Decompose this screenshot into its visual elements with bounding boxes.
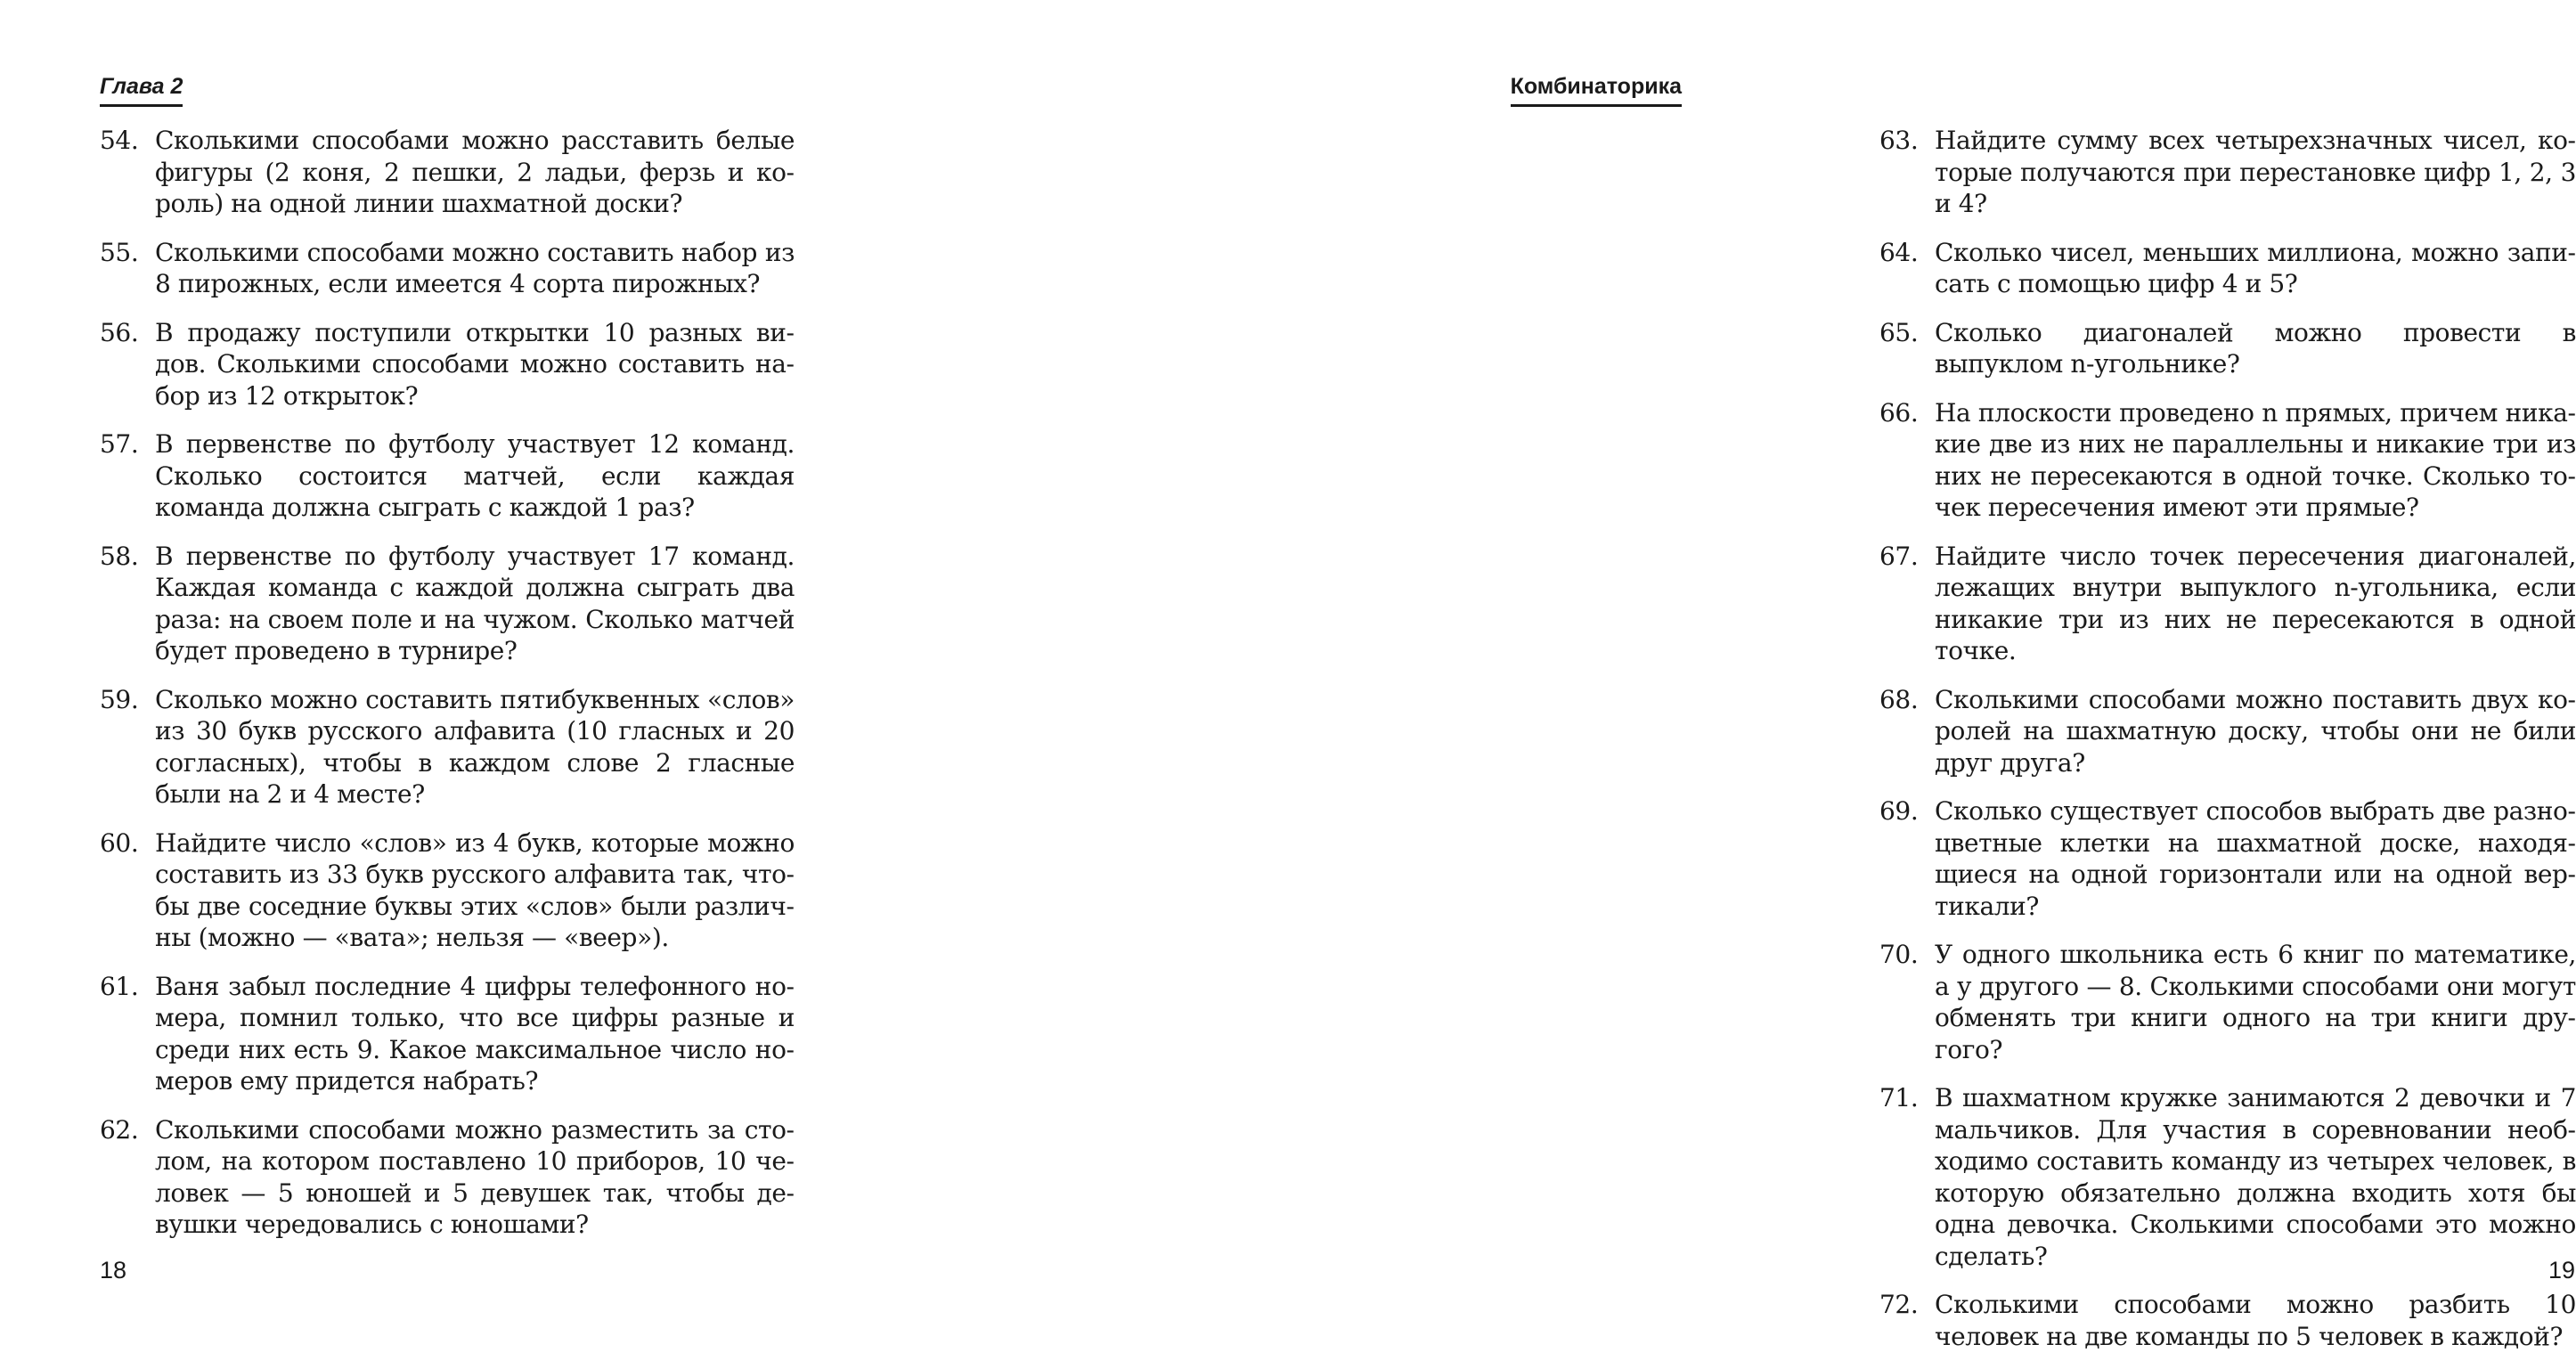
- problem-text: Сколько чисел, меньших миллиона, можно записать с помощью цифр 4 и 5?: [1935, 237, 2576, 298]
- problem-text: Сколькими способами можно разбить 10 человек на две команды по 5 человек в каждой?: [1935, 1290, 2576, 1351]
- problem-text: Найдите сумму всех четырехзначных чисел, которые получаются при перестановке цифр 1, 2, 3 и 4?: [1935, 126, 2576, 218]
- problem-item: [100, 1114, 795, 1241]
- problem-text: Сколькими способами можно расставить белые фигуры (2 коня, 2 пешки, 2 ладьи, ферзь и король) на одной линии шахматной доски?: [155, 126, 795, 218]
- page-number: 18: [100, 1257, 127, 1283]
- problem-text: У одного школьника есть 6 книг по математике, а у другого — 8. Сколькими способами они могут обменять три книги одного на три книги другого?: [1935, 940, 2576, 1064]
- right-page: [891, 0, 2576, 1351]
- problem-item: [100, 428, 795, 524]
- problem-text: В первенстве по футболу участвует 12 команд. Сколько состоится матчей, если каждая команда должна сыграть с каждой 1 раз?: [155, 429, 795, 522]
- problem-number: 70.: [1879, 940, 1919, 969]
- problem-text: Сколькими способами можно составить набор из 8 пирожных, если имеется 4 сорта пирожных?: [155, 237, 795, 298]
- problem-number: 72.: [1879, 1290, 1919, 1319]
- left-page: [0, 0, 891, 1342]
- problem-item: [1879, 939, 2576, 1065]
- problem-text: Ваня забыл последние 4 цифры телефонного номера, помнил только, что все цифры разные и среди них есть 9. Какое максимальное число номеров ему придется набрать?: [155, 971, 795, 1096]
- problem-number: 64.: [1879, 237, 1919, 267]
- problem-number: 62.: [100, 1114, 139, 1145]
- problem-item: [100, 827, 795, 954]
- problem-number: 57.: [100, 429, 139, 459]
- problem-number: 61.: [100, 971, 139, 1001]
- problem-list: [1879, 125, 2576, 1369]
- problem-text: Найдите число точек пересечения диагоналей, лежащих внутри выпуклого n-угольника, если никакие три из них не пересекаются в одной точке.: [1935, 541, 2576, 665]
- problem-number: 55.: [100, 237, 139, 267]
- problem-item: [1879, 397, 2576, 524]
- problem-number: 58.: [100, 541, 139, 571]
- problem-text: В первенстве по футболу участвует 17 команд. Каждая команда с каждой должна сыграть два раза: на своем поле и на чужом. Сколько матчей будет проведено в турнире?: [155, 541, 795, 665]
- page-number: 19: [2548, 1257, 2576, 1283]
- problem-number: 66.: [1879, 397, 1919, 428]
- running-head-section: Комбинаторика: [1511, 75, 1682, 107]
- problem-item: [1879, 684, 2576, 779]
- problem-text: Сколько диагоналей можно провести в выпуклом n-угольнике?: [1935, 317, 2576, 379]
- problem-number: 63.: [1879, 126, 1919, 155]
- problem-text: Найдите число «слов» из 4 букв, которые можно составить из 33 букв русского алфавита так, чтобы две соседние буквы этих «слов» были различны (можно — «вата»; нельзя — «веер»).: [155, 827, 795, 952]
- problem-text: Сколькими способами можно поставить двух королей на шахматную доску, чтобы они не били друг друга?: [1935, 684, 2576, 778]
- problem-item: [1879, 1289, 2576, 1352]
- problem-number: 56.: [100, 317, 139, 347]
- problem-number: 71.: [1879, 1083, 1919, 1112]
- problem-number: 69.: [1879, 796, 1919, 826]
- problem-item: [100, 541, 795, 667]
- problem-item: [1879, 541, 2576, 667]
- problem-text: В продажу поступили открытки 10 разных видов. Сколькими способами можно составить набор из 12 открыток?: [155, 317, 795, 411]
- problem-number: 54.: [100, 126, 139, 155]
- problem-number: 60.: [100, 827, 139, 858]
- problem-number: 67.: [1879, 541, 1919, 571]
- problem-item: [1879, 795, 2576, 922]
- problem-item: [1879, 1082, 2576, 1272]
- problem-text: Сколькими способами можно разместить за столом, на котором поставлено 10 приборов, 10 человек — 5 юношей и 5 девушек так, чтобы девушки чередовались с юношами?: [155, 1114, 795, 1239]
- problem-item: [100, 237, 795, 300]
- problem-number: 68.: [1879, 684, 1919, 714]
- problem-item: [100, 971, 795, 1097]
- problem-item: [100, 317, 795, 412]
- problem-item: [1879, 237, 2576, 300]
- problem-item: [100, 125, 795, 220]
- problem-text: Сколько существует способов выбрать две разноцветные клетки на шахматной доске, находящиеся на одной горизонтали или на одной вертикали?: [1935, 796, 2576, 921]
- problem-number: 59.: [100, 684, 139, 714]
- problem-item: [100, 684, 795, 811]
- problem-item: [1879, 317, 2576, 380]
- problem-text: На плоскости проведено n прямых, причем никакие две из них не параллельны и никакие три из них не пересекаются в одной точке. Сколько точек пересечения имеют эти прямые?: [1935, 397, 2576, 522]
- problem-item: [1879, 125, 2576, 220]
- problem-number: 65.: [1879, 317, 1919, 347]
- problem-text: В шахматном кружке занимаются 2 девочки и 7 мальчиков. Для участия в соревновании необходимо составить команду из четырех человек, в которую обязательно должна входить хотя бы одна девочка. Сколькими способами это можно сделать?: [1935, 1083, 2576, 1271]
- problem-list: [100, 125, 795, 1258]
- problem-text: Сколько можно составить пятибуквенных «слов» из 30 букв русского алфавита (10 гласных и 20 согласных), чтобы в каждом слове 2 гласные были на 2 и 4 месте?: [155, 684, 795, 809]
- running-head-chapter: Глава 2: [100, 75, 183, 107]
